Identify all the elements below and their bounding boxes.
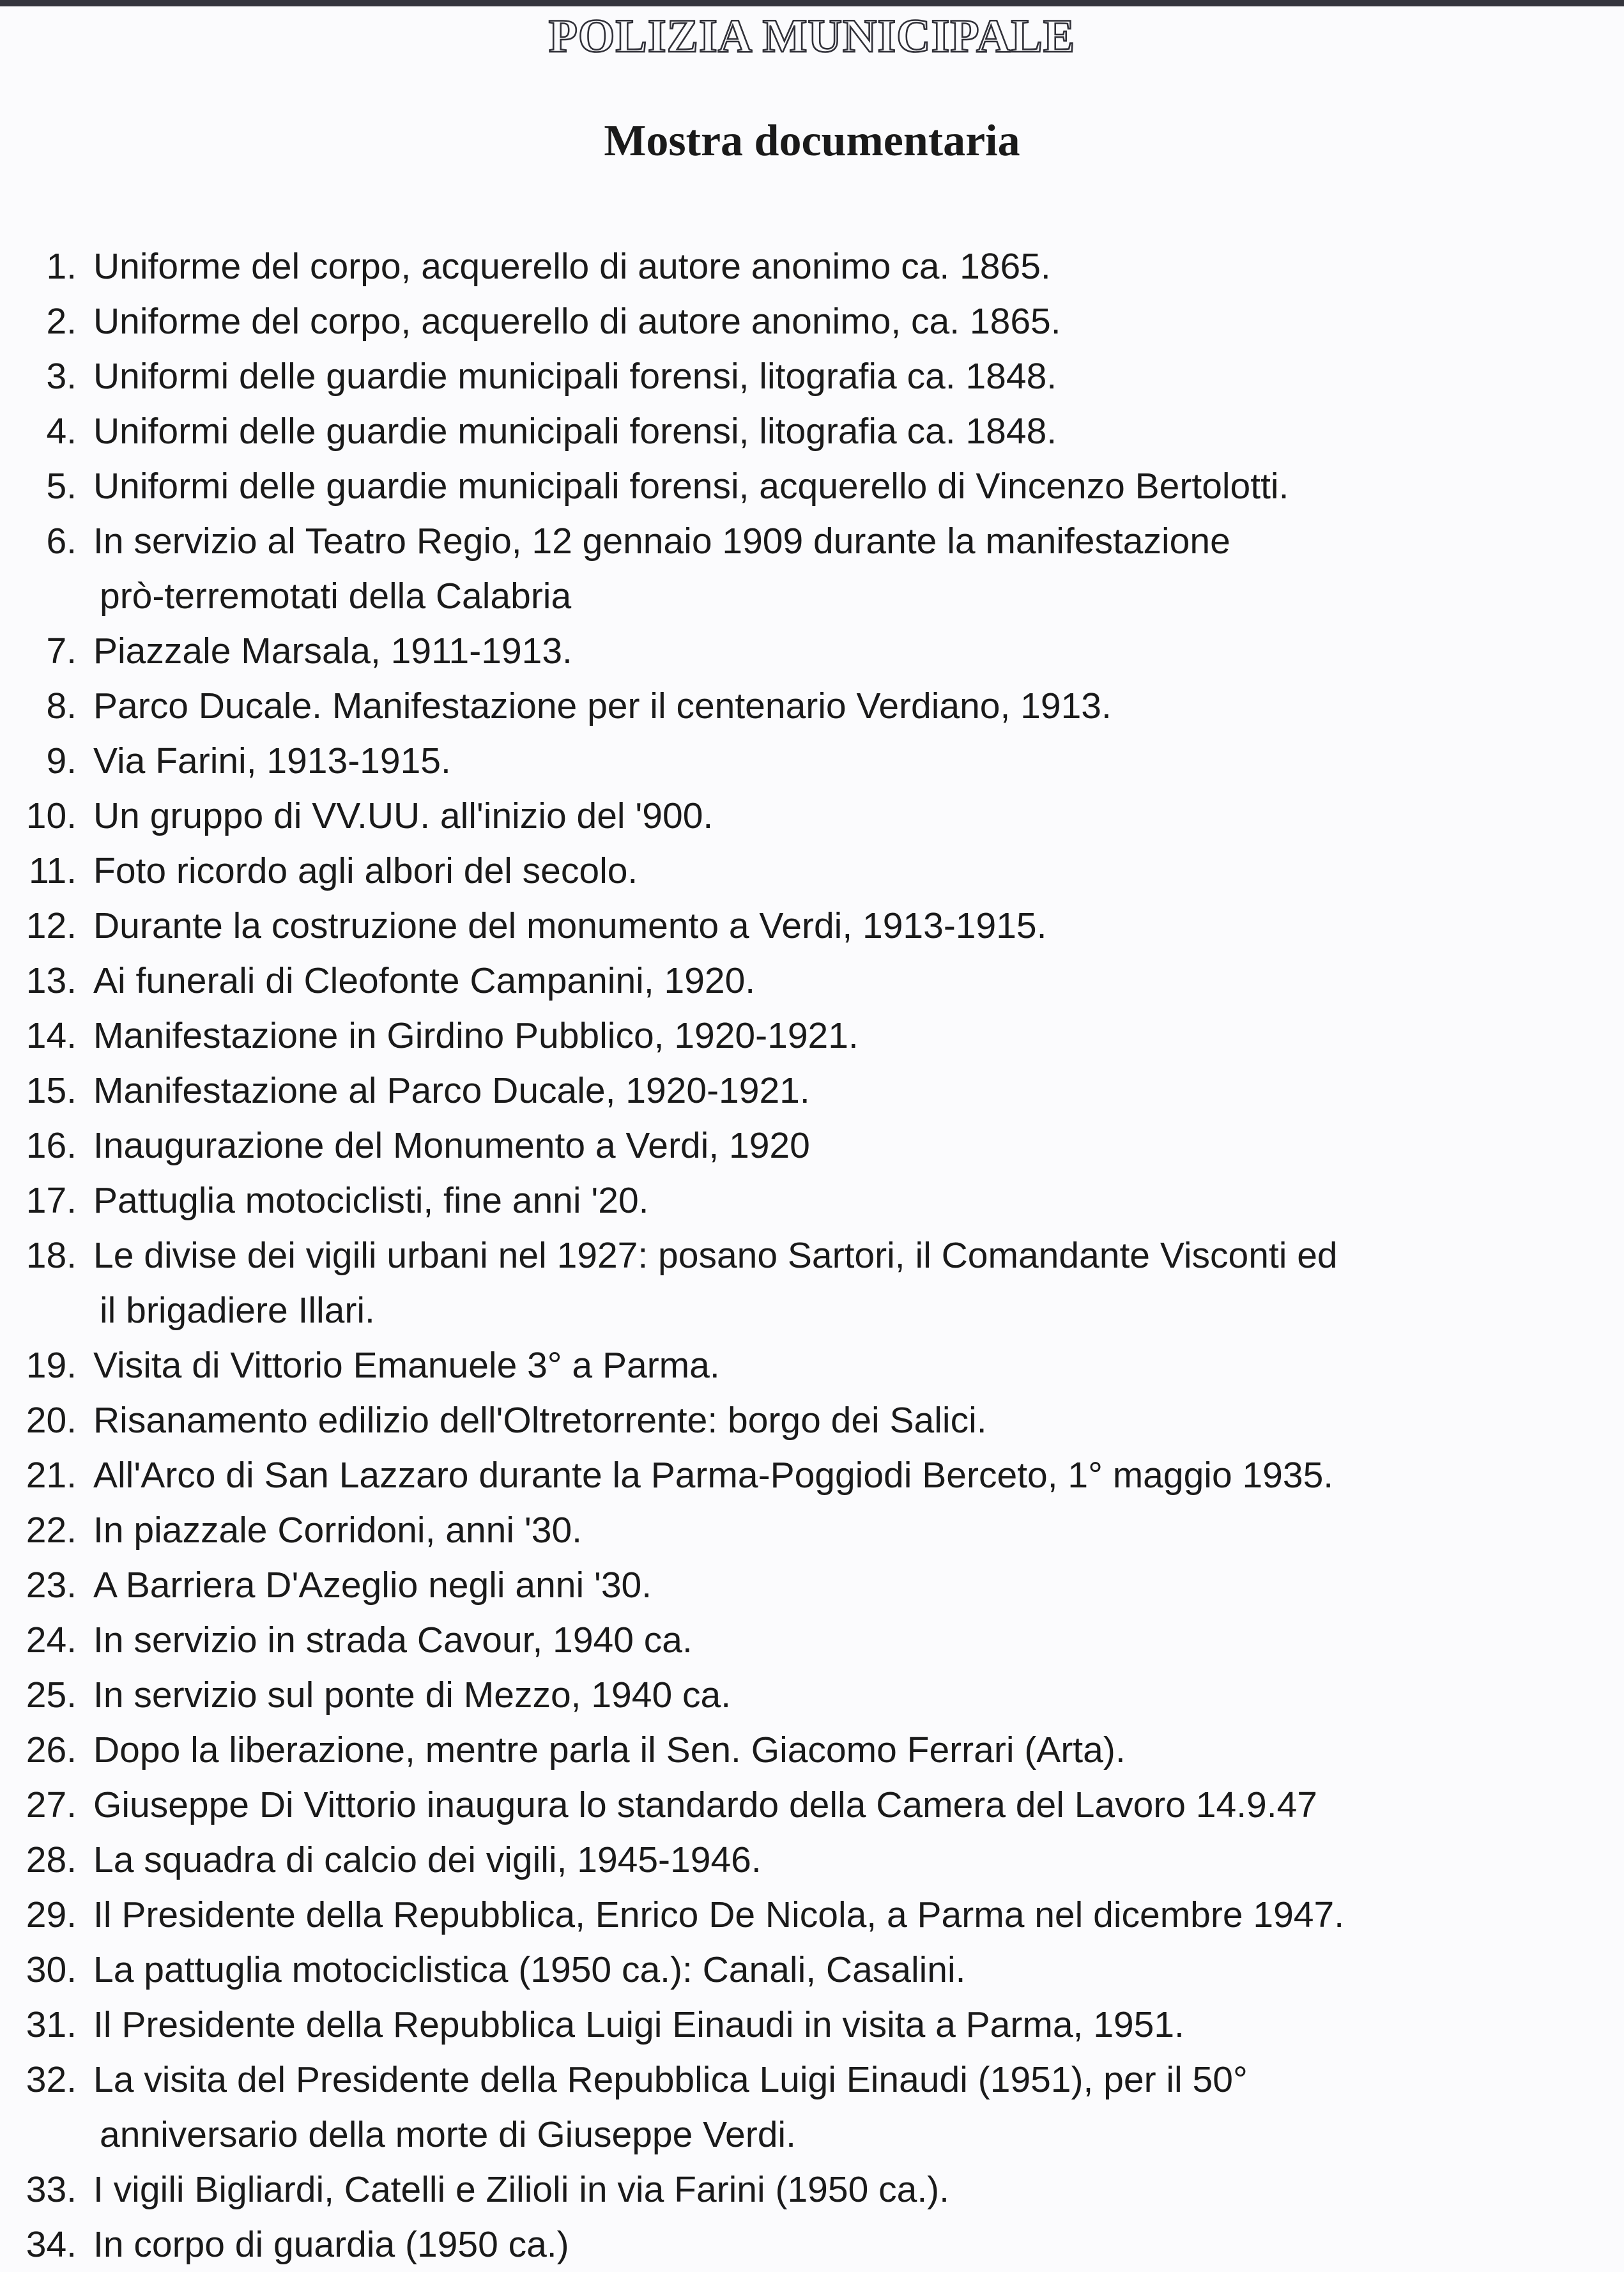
list-item [0,349,1624,404]
item-text: Il Presidente della Repubblica Luigi Einaudi in visita a Parma, 1951. [93,2004,1184,2045]
item-text: In servizio al Teatro Regio, 12 gennaio 1909 durante la manifestazione [93,521,1230,562]
list-item [0,1558,1624,1613]
item-text: Un gruppo di VV.UU. all'inizio del '900. [93,795,714,836]
item-number: 1. [46,246,77,287]
item-number: 30. [26,1949,77,1990]
item-text: A Barriera D'Azeglio negli anni '30. [93,1565,652,1606]
item-text: In servizio sul ponte di Mezzo, 1940 ca. [93,1675,732,1716]
item-text: All'Arco di San Lazzaro durante la Parma-Poggiodi Berceto, 1° maggio 1935. [93,1455,1334,1496]
item-number: 18. [26,1235,77,1276]
item-number: 17. [26,1180,77,1221]
list-item [0,1887,1624,1942]
list-item [0,1448,1624,1503]
item-text: Manifestazione in Girdino Pubblico, 1920-1921. [93,1015,859,1056]
list-item [0,1613,1624,1668]
item-number: 4. [46,411,77,452]
list-item [0,898,1624,953]
item-number: 33. [26,2169,77,2210]
list-item [0,1063,1624,1118]
item-text: La visita del Presidente della Repubblica Luigi Einaudi (1951), per il 50° [93,2059,1248,2100]
list-item [0,514,1624,624]
item-text-continuation: prò-terremotati della Calabria [100,576,572,617]
list-item [0,239,1624,294]
list-item [0,843,1624,898]
exhibit-list [0,239,1624,2272]
list-item [0,459,1624,514]
item-number: 32. [26,2059,77,2100]
item-number: 27. [26,1785,77,1825]
item-text: Pattuglia motociclisti, fine anni '20. [93,1180,649,1221]
item-text: La pattuglia motociclistica (1950 ca.): Canali, Casalini. [93,1949,966,1990]
item-text: Manifestazione al Parco Ducale, 1920-1921. [93,1070,810,1111]
item-number: 7. [46,631,77,672]
item-number: 23. [26,1565,77,1606]
item-text: Uniforme del corpo, acquerello di autore anonimo ca. 1865. [93,246,1051,287]
list-item [0,1338,1624,1393]
item-text: Dopo la liberazione, mentre parla il Sen. Giacomo Ferrari (Arta). [93,1730,1126,1770]
item-text: Giuseppe Di Vittorio inaugura lo standardo della Camera del Lavoro 14.9.47 [93,1785,1317,1825]
list-item [0,1503,1624,1558]
item-number: 22. [26,1510,77,1551]
list-item [0,788,1624,843]
item-number: 8. [46,686,77,726]
item-text: Uniforme del corpo, acquerello di autore anonimo, ca. 1865. [93,301,1061,342]
item-number: 12. [26,905,77,946]
list-item [0,624,1624,679]
list-item [0,1723,1624,1777]
item-number: 24. [26,1620,77,1661]
item-number: 14. [26,1015,77,1056]
list-item [0,679,1624,733]
item-number: 11. [28,850,77,891]
item-number: 5. [46,466,77,507]
item-text: In corpo di guardia (1950 ca.) [93,2224,569,2265]
page-header: POLIZIA MUNICIPALE [548,10,1076,63]
item-text: Visita di Vittorio Emanuele 3° a Parma. [93,1345,720,1386]
item-text: Il Presidente della Repubblica, Enrico De Nicola, a Parma nel dicembre 1947. [93,1894,1345,1935]
item-number: 29. [26,1894,77,1935]
item-number: 13. [26,960,77,1001]
item-number: 21. [26,1455,77,1496]
item-number: 16. [26,1125,77,1166]
item-text: Durante la costruzione del monumento a Verdi, 1913-1915. [93,905,1047,946]
item-number: 10. [26,795,77,836]
item-number: 34. [26,2224,77,2265]
item-text: Uniformi delle guardie municipali forensi, litografia ca. 1848. [93,411,1057,452]
list-item [0,1228,1624,1338]
list-item [0,2052,1624,2162]
item-text: Inaugurazione del Monumento a Verdi, 1920 [93,1125,810,1166]
item-number: 20. [26,1400,77,1441]
item-text: Parco Ducale. Manifestazione per il centenario Verdiano, 1913. [93,686,1112,726]
list-item [0,1942,1624,1997]
list-item [0,294,1624,349]
list-item [0,1173,1624,1228]
item-text: Uniformi delle guardie municipali forensi, acquerello di Vincenzo Bertolotti. [93,466,1289,507]
item-text: Piazzale Marsala, 1911-1913. [93,631,572,672]
item-text-continuation: il brigadiere Illari. [100,1290,375,1331]
list-item [0,953,1624,1008]
item-text: Via Farini, 1913-1915. [93,741,451,781]
item-number: 26. [26,1730,77,1770]
item-text: La squadra di calcio dei vigili, 1945-1946. [93,1839,762,1880]
item-text: In servizio in strada Cavour, 1940 ca. [93,1620,693,1661]
list-item [0,1997,1624,2052]
item-text: Foto ricordo agli albori del secolo. [93,850,638,891]
item-text: Le divise dei vigili urbani nel 1927: posano Sartori, il Comandante Visconti ed [93,1235,1338,1276]
item-number: 31. [26,2004,77,2045]
item-number: 3. [46,356,77,397]
list-item [0,2162,1624,2217]
list-item [0,1008,1624,1063]
item-number: 19. [26,1345,77,1386]
item-text: I vigili Bigliardi, Catelli e Zilioli in via Farini (1950 ca.). [93,2169,949,2210]
list-item [0,1668,1624,1723]
list-item [0,404,1624,459]
item-text: In piazzale Corridoni, anni '30. [93,1510,582,1551]
item-number: 6. [46,521,77,562]
item-text: Ai funerali di Cleofonte Campanini, 1920. [93,960,756,1001]
list-item [0,1118,1624,1173]
item-text: Risanamento edilizio dell'Oltretorrente: borgo dei Salici. [93,1400,987,1441]
item-text: Uniformi delle guardie municipali forensi, litografia ca. 1848. [93,356,1057,397]
item-number: 2. [46,301,77,342]
list-item [0,1393,1624,1448]
list-item [0,1832,1624,1887]
item-number: 15. [26,1070,77,1111]
item-number: 28. [26,1839,77,1880]
list-item [0,2217,1624,2272]
item-text-continuation: anniversario della morte di Giuseppe Verdi. [100,2114,796,2155]
list-item [0,1777,1624,1832]
page-title: Mostra documentaria [604,116,1020,165]
top-border [0,0,1624,6]
item-number: 25. [26,1675,77,1716]
list-item [0,733,1624,788]
item-number: 9. [46,741,77,781]
